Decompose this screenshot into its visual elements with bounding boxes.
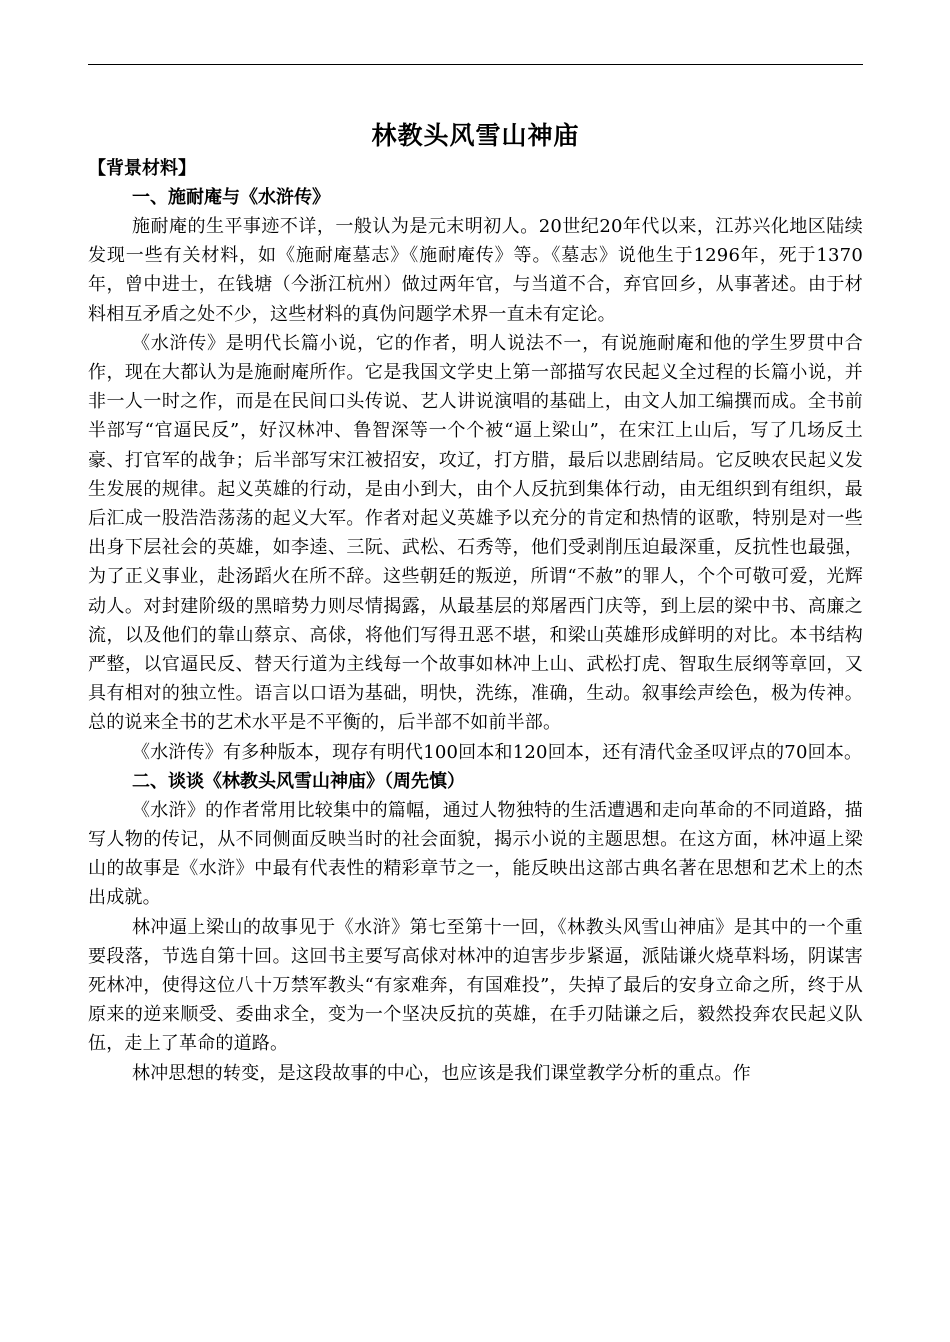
background-label: 【背景材料】 — [88, 158, 196, 179]
paragraph: 《水浒》的作者常用比较集中的篇幅，通过人物独特的生活遭遇和走向革命的不同道路，描写人物的传记，从不同侧面反映当时的社会面貌，揭示小说的主题思想。在这方面，林冲逼上梁山的故事是《水浒》中最有代表性的精彩章节之一，能反映出这部古典名著在思想和艺术上的杰出成就。 — [88, 799, 863, 909]
paragraph: 林冲思想的转变，是这段故事的中心，也应该是我们课堂教学分析的重点。作 — [132, 1062, 751, 1084]
header-rule — [88, 64, 863, 65]
paragraph: 《水浒传》有多种版本，现存有明代100回本和120回本，还有清代金圣叹评点的70回本。 — [132, 741, 863, 763]
document-body — [88, 118, 863, 1088]
paragraph: 《水浒传》是明代长篇小说，它的作者，明人说法不一，有说施耐庵和他的学生罗贯中合作，现在大都认为是施耐庵所作。它是我国文学史上第一部描写农民起义全过程的长篇小说，并非一人一时之作，而是在民间口头传说、艺人讲说演唱的基础上，由文人加工编撰而成。全书前半部写“官逼民反”，好汉林冲、鲁智深等一个个被“逼上梁山”，在宋江上山后，写了几场反土豪、打官军的战争；后半部写宋江被招安，攻辽，打方腊，最后以悲剧结局。它反映农民起义发生发展的规律。起义英雄的行动，是由小到大，由个人反抗到集体行动，由无组织到有组织，最后汇成一股浩浩荡荡的起义大军。作者对起义英雄予以充分的肯定和热情的讴歌，特别是对一些出身下层社会的英雄，如李逵、三阮、武松、石秀等，他们受剥削压迫最深重，反抗性也最强，为了正义事业，赴汤蹈火在所不辞。这些朝廷的叛逆，所谓“不赦”的罪人，个个可敬可爱，光辉动人。对封建阶级的黑暗势力则尽情揭露，从最基层的郑屠西门庆等，到上层的梁中书、高廉之流，以及他们的靠山蔡京、高俅，将他们写得丑恶不堪，和梁山英雄形成鲜明的对比。本书结构严整，以官逼民反、替天行道为主线每一个故事如林冲上山、武松打虎、智取生辰纲等章回，又具有相对的独立性。语言以口语为基础，明快，洗练，准确，生动。叙事绘声绘色，极为传神。总的说来全书的艺术水平是不平衡的，后半部不如前半部。 — [88, 332, 863, 734]
paragraph: 施耐庵的生平事迹不详，一般认为是元末明初人。20世纪20年代以来，江苏兴化地区陆续发现一些有关材料，如《施耐庵墓志》《施耐庵传》等。《墓志》说他生于1296年，死于1370年，曾中进士，在钱塘（今浙江杭州）做过两年官，与当道不合，弃官回乡，从事著述。由于材料相互矛盾之处不少，这些材料的真伪问题学术界一直未有定论。 — [88, 216, 863, 325]
section-heading: 一、施耐庵与《水浒传》 — [132, 187, 330, 208]
document-title: 林教头风雪山神庙 — [371, 121, 580, 150]
paragraph: 林冲逼上梁山的故事见于《水浒》第七至第十一回，《林教头风雪山神庙》是其中的一个重要段落，节选自第十回。这回书主要写高俅对林冲的迫害步步紧逼，派陆谦火烧草料场，阴谋害死林冲，使得这位八十万禁军教头“有家难奔，有国难投”，失掉了最后的安身立命之所，终于从原来的逆来顺受、委曲求全，变为一个坚决反抗的英雄，在手刃陆谦之后，毅然投奔农民起义队伍，走上了革命的道路。 — [88, 916, 863, 1055]
section-heading: 二、谈谈《林教头风雪山神庙》（周先慎） — [132, 770, 465, 792]
